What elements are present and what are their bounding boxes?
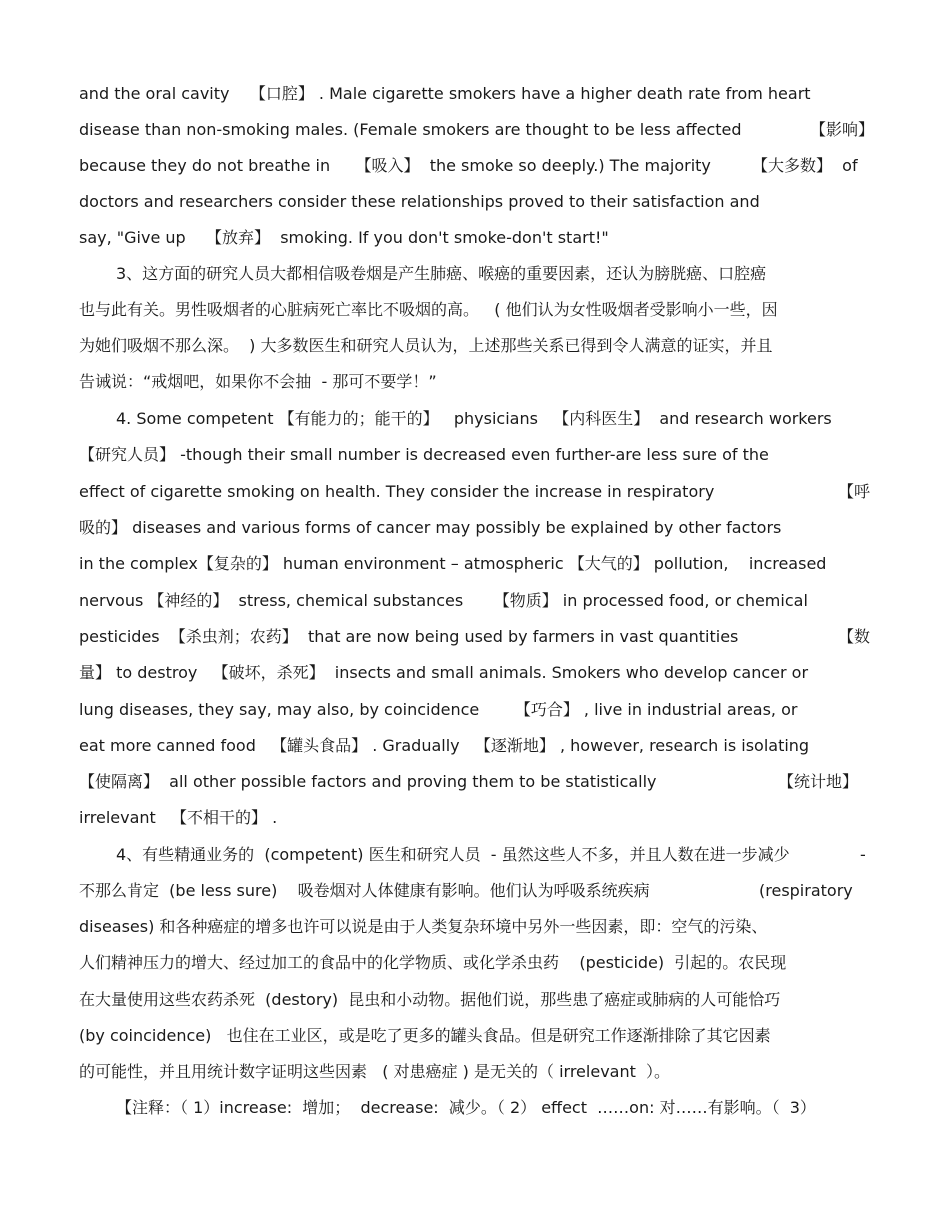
line-20-right: 【统计地】	[778, 772, 859, 791]
line-22: 4、有些精通业务的 (competent) 医生和研究人员 - 虽然这些人不多，并且人数在进一步减少	[116, 845, 790, 864]
line-21: irrelevant 【不相干的】 .	[79, 808, 278, 827]
line-4: doctors and researchers consider these relationships proved to their satisfaction and	[79, 192, 760, 211]
line-23-right: (respiratory	[759, 881, 853, 900]
line-12: effect of cigarette smoking on health. They consider the increase in respiratory	[79, 482, 715, 501]
line-1: and the oral cavity 【口腔】 . Male cigarette smokers have a higher death rate from heart	[79, 84, 811, 103]
line-5: say, "Give up 【放弃】 smoking. If you don't smoke-don't start!"	[79, 228, 609, 247]
line-27: (by coincidence) 也住在工业区，或是吃了更多的罐头食品。但是研究工作逐渐排除了其它因素	[79, 1026, 771, 1045]
line-7: 也与此有关。男性吸烟者的心脏病死亡率比不吸烟的高。 ( 他们认为女性吸烟者受影响小一些，因	[79, 300, 778, 319]
line-17: 量】 to destroy 【破坏，杀死】 insects and small animals. Smokers who develop cancer or	[79, 663, 809, 682]
line-3: because they do not breathe in 【吸入】 the smoke so deeply.) The majority	[79, 156, 711, 175]
line-2: disease than non-smoking males. (Female smokers are thought to be less affected	[79, 120, 742, 139]
line-3-right: 【大多数】 of	[752, 156, 858, 175]
line-11: 【研究人员】 -though their small number is decreased even further-are less sure of the	[79, 445, 769, 464]
line-26: 在大量使用这些农药杀死 (destory) 昆虫和小动物。据他们说，那些患了癌症或肺病的人可能恰巧	[79, 990, 781, 1009]
line-14: in the complex【复杂的】 human environment – atmospheric 【大气的】 pollution, increased	[79, 554, 827, 573]
line-20: 【使隔离】 all other possible factors and proving them to be statistically	[79, 772, 657, 791]
line-16-right: 【数	[838, 627, 871, 646]
line-2-right: 【影响】	[810, 120, 875, 139]
line-15: nervous 【神经的】 stress, chemical substances 【物质】 in processed food, or chemical	[79, 591, 808, 610]
line-16: pesticides 【杀虫剂；农药】 that are now being used by farmers in vast quantities	[79, 627, 739, 646]
line-13: 吸的】 diseases and various forms of cancer may possibly be explained by other factors	[79, 518, 782, 537]
line-12-right: 【呼	[838, 482, 871, 501]
line-28: 的可能性，并且用统计数字证明这些因素 ( 对患癌症 ) 是无关的（ irrelevant ）。	[79, 1062, 671, 1081]
line-25: 人们精神压力的增大、经过加工的食品中的化学物质、或化学杀虫药 (pesticide) 引起的。农民现	[79, 953, 787, 972]
line-23: 不那么肯定 (be less sure) 吸卷烟对人体健康有影响。他们认为呼吸系统疾病	[79, 881, 650, 900]
line-6: 3、这方面的研究人员大都相信吸卷烟是产生肺癌、喉癌的重要因素，还认为膀胱癌、口腔癌	[116, 264, 767, 283]
line-29: 【注释：（ 1）increase: 增加； decrease: 减少。（ 2） effect ……on: 对……有影响。（ 3）	[116, 1098, 816, 1117]
line-22-right: -	[860, 845, 866, 864]
line-9: 告诫说：“戒烟吧，如果你不会抽 - 那可不要学！”	[79, 372, 437, 391]
line-10: 4. Some competent 【有能力的；能干的】 physicians 【内科医生】 and research workers	[116, 409, 832, 428]
line-19: eat more canned food 【罐头食品】 . Gradually 【逐渐地】 , however, research is isolating	[79, 736, 810, 755]
line-18: lung diseases, they say, may also, by coincidence 【巧合】 , live in industrial areas, or	[79, 700, 798, 719]
line-8: 为她们吸烟不那么深。 ) 大多数医生和研究人员认为，上述那些关系已得到令人满意的证实，并且	[79, 336, 773, 355]
line-24: diseases) 和各种癌症的增多也许可以说是由于人类复杂环境中另外一些因素，即：空气的污染、	[79, 917, 768, 936]
